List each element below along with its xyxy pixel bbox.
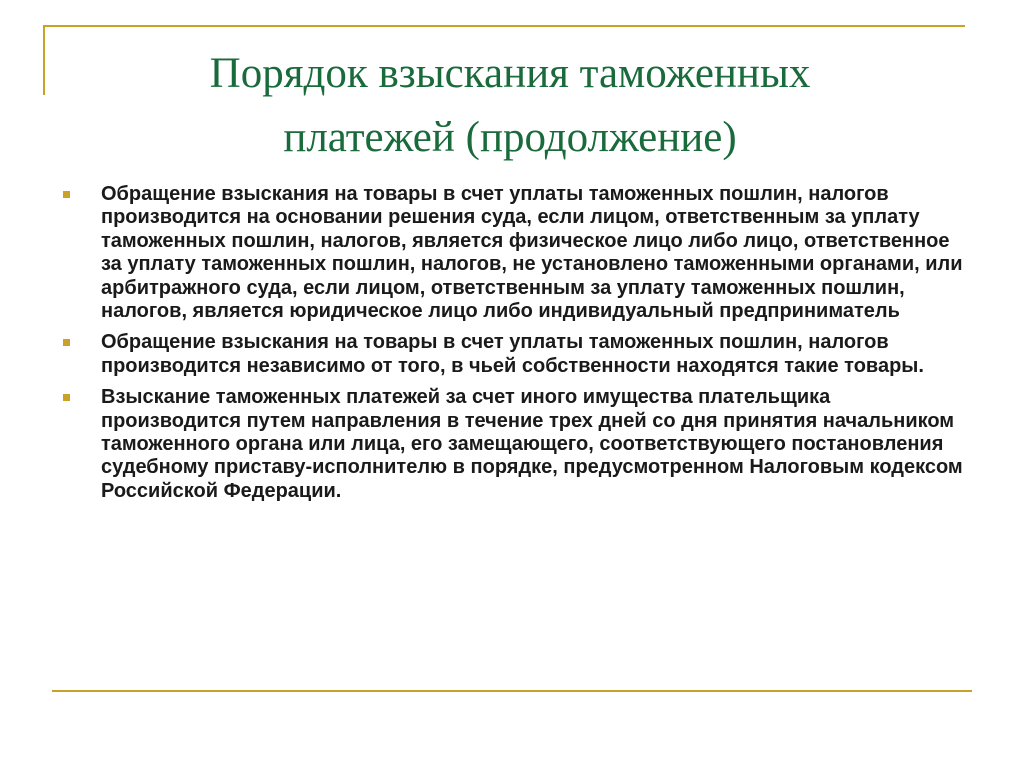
bullet-text: Обращение взыскания на товары в счет уплаты таможенных пошлин, налогов производится независимо от того, в чьей собственности находятся такие товары. [101,331,924,377]
bullet-text: Обращение взыскания на товары в счет уплаты таможенных пошлин, налогов производится на основании решения суда, если лицом, ответственным за уплату таможенных пошлин, налогов, является физическое лицо либо лицо, ответственное за уплату таможенных пошлин, налогов, не установлено таможенными органами, или арбитражного суда, если лицом, ответственным за уплату таможенных пошлин, налогов, является юридическое лицо либо индивидуальный предприниматель [101,183,963,323]
bullet-item [60,386,965,503]
slide-title [60,42,960,170]
square-bullet-icon [63,191,70,198]
frame-top-rule [43,25,965,27]
frame-left-rule [43,25,45,95]
square-bullet-icon [63,394,70,401]
bullet-item [60,183,965,323]
square-bullet-icon [63,339,70,346]
slide-title-line-1: Порядок взыскания таможенных [209,50,811,97]
bullet-list [60,183,965,511]
bullet-item [60,331,965,378]
bullet-text: Взыскание таможенных платежей за счет иного имущества плательщика производится путем направления в течение трех дней со дня принятия начальником таможенного органа или лица, его замещающего, соответствующего постановления судебному приставу-исполнителю в порядке, предусмотренном Налоговым кодексом Российской Федерации. [101,386,963,502]
slide-title-line-2: платежей (продолжение) [283,114,737,161]
frame-bottom-rule [52,690,972,692]
